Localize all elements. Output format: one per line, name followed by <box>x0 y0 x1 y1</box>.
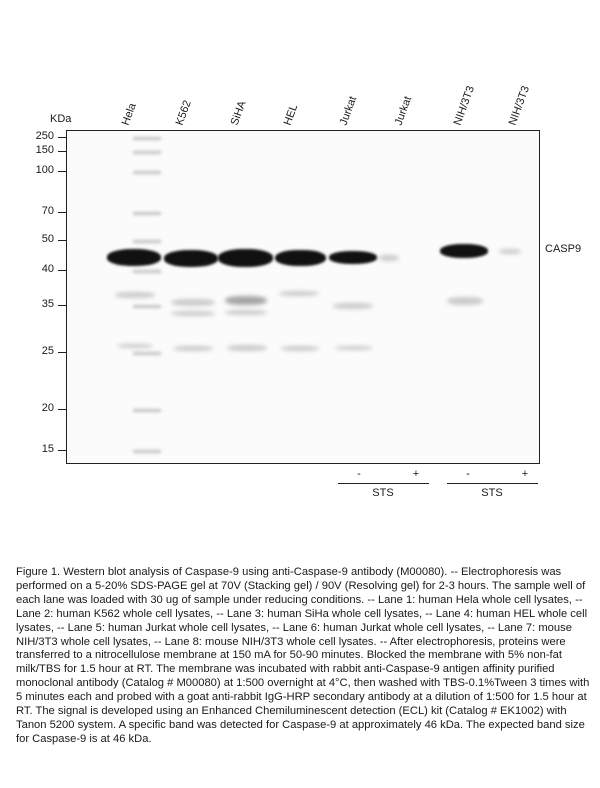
ladder-band <box>133 305 161 308</box>
nonspecific-band <box>171 311 215 316</box>
nonspecific-band <box>117 344 153 348</box>
ladder-band <box>133 352 161 355</box>
nonspecific-band <box>115 292 155 298</box>
mw-marker-15: 15 <box>41 443 54 455</box>
nonspecific-band <box>225 296 267 305</box>
mw-tick <box>58 171 66 172</box>
ladder-band <box>133 171 161 174</box>
mw-tick <box>58 151 66 152</box>
sts-label-jurkat: STS <box>372 487 394 499</box>
lane-label-1: Hela <box>119 101 139 127</box>
lane-label-3: SiHA <box>228 99 249 127</box>
mw-marker-150: 150 <box>35 144 54 156</box>
mw-marker-250: 250 <box>35 130 54 142</box>
mw-tick <box>58 409 66 410</box>
nonspecific-band <box>333 303 373 309</box>
nonspecific-band <box>171 299 215 306</box>
sts-label-nih3t3: STS <box>481 487 503 499</box>
mw-marker-35: 35 <box>41 298 54 310</box>
nonspecific-band <box>335 346 373 350</box>
nonspecific-band <box>227 345 267 351</box>
casp9-band-lane-1 <box>107 249 161 266</box>
casp9-band-lane-2 <box>164 250 218 267</box>
mw-tick <box>58 270 66 271</box>
nonspecific-band <box>173 346 213 351</box>
ladder-band <box>133 450 161 453</box>
nonspecific-band <box>225 310 267 315</box>
casp9-band-lane-5 <box>329 251 377 264</box>
lane-label-6: Jurkat <box>392 94 415 127</box>
ladder-band <box>133 212 161 215</box>
mw-marker-25: 25 <box>41 345 54 357</box>
kda-unit-label: KDa <box>50 113 72 125</box>
nonspecific-band <box>279 291 319 296</box>
treatment-lane-6: + <box>412 468 420 480</box>
lane-label-2: K562 <box>173 98 194 127</box>
casp9-band-lane-6 <box>379 255 399 261</box>
mw-tick <box>58 240 66 241</box>
treatment-lane-5: - <box>357 468 361 480</box>
mw-marker-20: 20 <box>41 402 54 414</box>
casp9-band-lane-4 <box>275 250 326 266</box>
treatment-bracket <box>338 483 429 484</box>
mw-tick <box>58 450 66 451</box>
mw-marker-40: 40 <box>41 263 54 275</box>
treatment-lane-8: + <box>521 468 529 480</box>
ladder-band <box>133 151 161 154</box>
mw-tick <box>58 212 66 213</box>
mw-tick <box>58 352 66 353</box>
lane-label-7: NIH/3T3 <box>451 84 478 127</box>
treatment-lane-7: - <box>466 468 470 480</box>
casp9-band-lane-8 <box>499 249 521 254</box>
lane-label-4: HEL <box>281 102 301 127</box>
mw-tick <box>58 137 66 138</box>
nonspecific-band <box>281 346 319 351</box>
treatment-bracket <box>447 483 538 484</box>
blot-membrane <box>66 130 540 464</box>
ladder-band <box>133 409 161 412</box>
casp9-band-lane-7 <box>440 244 488 258</box>
ladder-band <box>133 240 161 243</box>
mw-tick <box>58 305 66 306</box>
mw-marker-70: 70 <box>41 205 54 217</box>
mw-marker-50: 50 <box>41 233 54 245</box>
figure-caption: Figure 1. Western blot analysis of Caspase-9 using anti-Caspase-9 antibody (M00080). -- Electrophoresis was performed on a 5-20% SDS-PAGE gel at 70V (Stacking gel) / 90V (Resolving gel) for 2-3 hours. The sample well of each lane was loaded with 30 ug of sample under reducing conditions. -- Lane 1: human Hela whole cell lysates, -- Lane 2: human K562 whole cell lysates, -- Lane 3: human SiHa whole cell lysates, -- Lane 4: human HEL whole cell lysates, -- Lane 5: human Jurkat whole cell lysates, -- Lane 6: human Jurkat whole cell lysates, -- Lane 7: mouse NIH/3T3 whole cell lysates, -- Lane 8: mouse NIH/3T3 whole cell lysates. -- After electrophoresis, proteins were transferred to a nitrocellulose membrane at 150 mA for 50-90 minutes. Blocked the membrane with 5% non-fat milk/TBS for 1.5 hour at RT. The membrane was incubated with rabbit anti-Caspase-9 antigen affinity purified monoclonal antibody (Catalog # M00080) at 1:500 overnight at 4°C, then washed with TBS-0.1%Tween 3 times with 5 minutes each and probed with a goat anti-rabbit IgG-HRP secondary antibody at a dilution of 1:500 for 1.5 hour at RT. The signal is developed using an Enhanced Chemiluminescent detection (ECL) kit (Catalog # EK1002) with Tanon 5200 system. A specific band was detected for Caspase-9 at approximately 46 kDa. The expected band size for Caspase-9 is at 46 kDa. <box>16 566 590 745</box>
lane-label-5: Jurkat <box>337 94 360 127</box>
casp9-band-lane-3 <box>218 249 273 267</box>
nonspecific-band <box>447 297 483 305</box>
casp9-band-label: CASP9 <box>545 243 582 255</box>
ladder-band <box>133 270 161 273</box>
mw-marker-100: 100 <box>35 164 54 176</box>
lane-label-8: NIH/3T3 <box>506 84 533 127</box>
ladder-band <box>133 137 161 140</box>
